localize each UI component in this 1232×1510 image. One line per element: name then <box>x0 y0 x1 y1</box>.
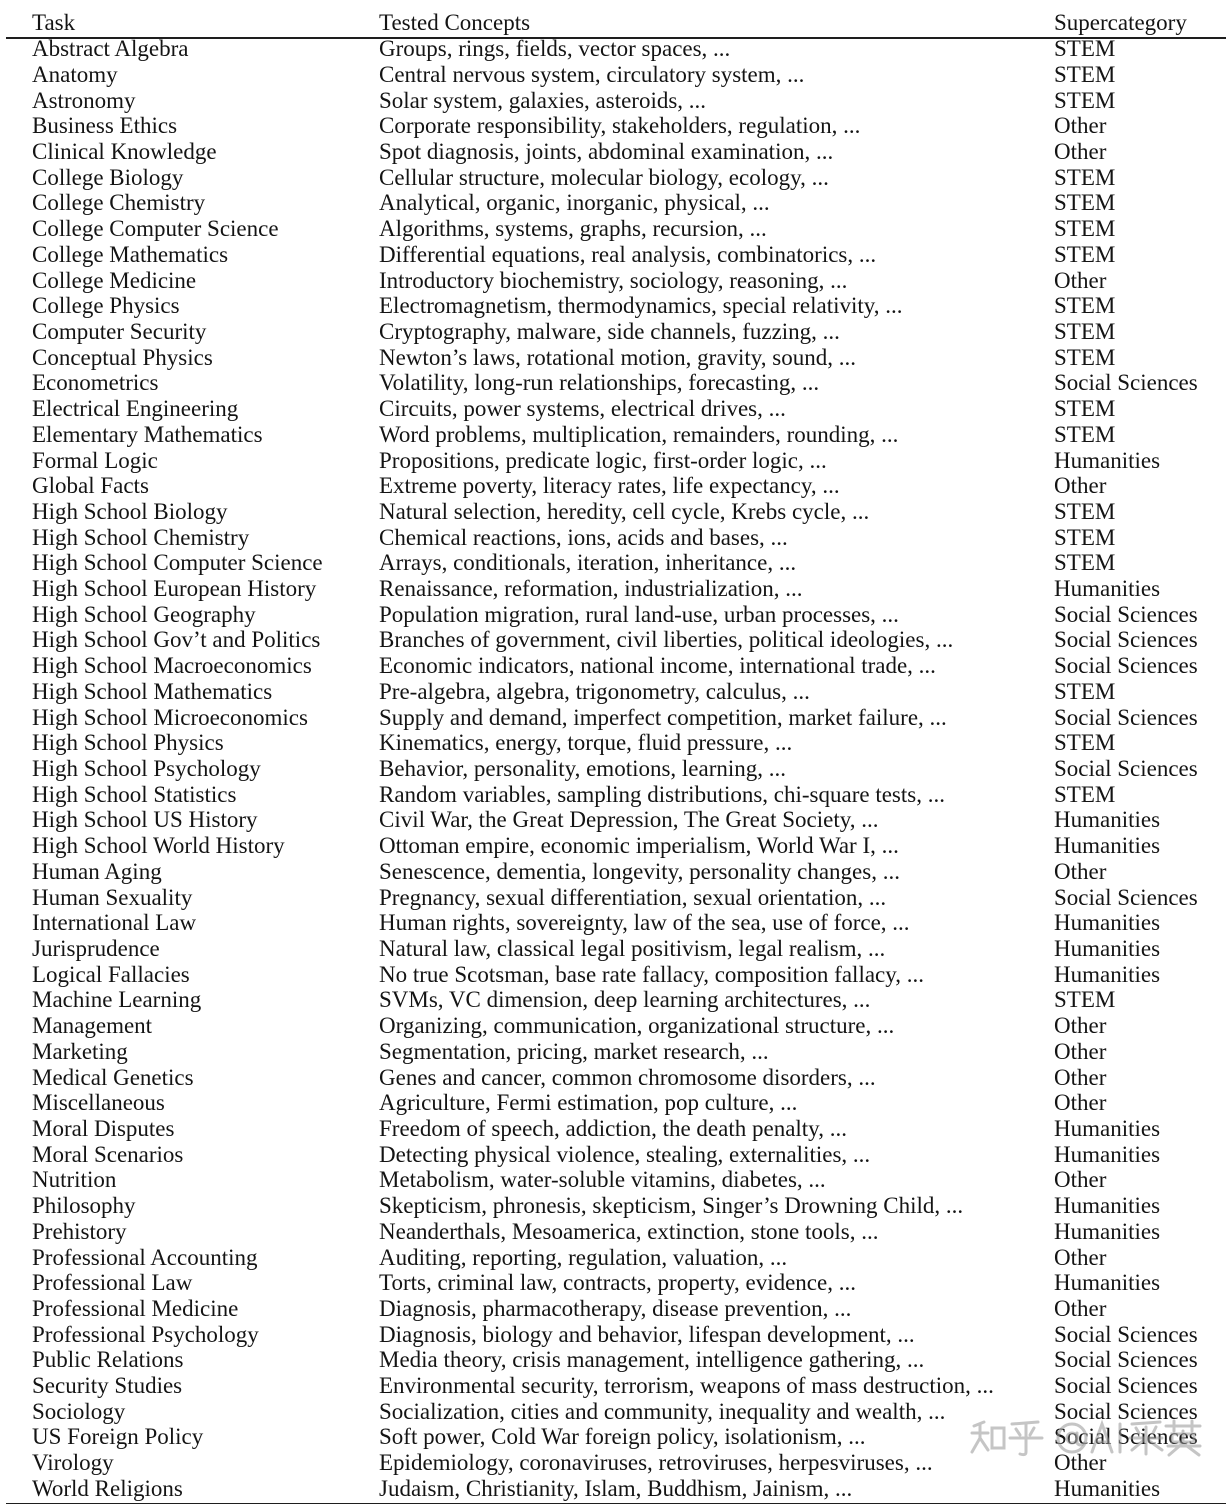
table-row <box>0 268 1232 294</box>
supercategory-cell: Other <box>1054 1038 1107 1064</box>
tested-concepts-cell: Extreme poverty, literacy rates, life expectancy, ... <box>379 473 840 499</box>
table-row <box>0 345 1232 371</box>
tested-concepts-cell: Segmentation, pricing, market research, ... <box>379 1038 769 1064</box>
tested-concepts-cell: Detecting physical violence, stealing, externalities, ... <box>379 1141 871 1167</box>
supercategory-cell: STEM <box>1054 730 1116 756</box>
task-cell: Global Facts <box>32 473 149 499</box>
supercategory-cell: Humanities <box>1054 1115 1161 1141</box>
supercategory-cell: Other <box>1054 1167 1107 1193</box>
supercategory-cell: STEM <box>1054 524 1116 550</box>
table-row <box>0 293 1232 319</box>
tested-concepts-cell: Population migration, rural land-use, urban processes, ... <box>379 601 899 627</box>
tested-concepts-cell: Human rights, sovereignty, law of the sea, use of force, ... <box>379 910 910 936</box>
supercategory-cell: STEM <box>1054 987 1116 1013</box>
table-row <box>0 833 1232 859</box>
table-row <box>0 525 1232 551</box>
task-cell: Miscellaneous <box>32 1090 165 1116</box>
tested-concepts-cell: Senescence, dementia, longevity, personality changes, ... <box>379 858 900 884</box>
supercategory-cell: Humanities <box>1054 1193 1161 1219</box>
supercategory-cell: STEM <box>1054 421 1116 447</box>
supercategory-cell: STEM <box>1054 61 1116 87</box>
task-cell: Elementary Mathematics <box>32 421 263 447</box>
supercategory-cell: Humanities <box>1054 910 1161 936</box>
task-cell: Public Relations <box>32 1347 184 1373</box>
table-row <box>0 1476 1232 1502</box>
table-row <box>0 1116 1232 1142</box>
table-row <box>0 370 1232 396</box>
supercategory-cell: Humanities <box>1054 576 1161 602</box>
tested-concepts-cell: Neanderthals, Mesoamerica, extinction, stone tools, ... <box>379 1218 879 1244</box>
task-cell: Prehistory <box>32 1218 127 1244</box>
supercategory-cell: Humanities <box>1054 936 1161 961</box>
supercategory-cell: STEM <box>1054 293 1116 319</box>
table-row <box>0 936 1232 962</box>
tested-concepts-cell: Newton’s laws, rotational motion, gravity, sound, ... <box>379 344 856 370</box>
tested-concepts-cell: Natural law, classical legal positivism, legal realism, ... <box>379 936 886 961</box>
table-row <box>0 859 1232 885</box>
task-cell: High School World History <box>32 833 285 859</box>
tested-concepts-cell: Civil War, the Great Depression, The Great Society, ... <box>379 807 879 833</box>
supercategory-cell: STEM <box>1054 396 1116 422</box>
tested-concepts-cell: Ottoman empire, economic imperialism, World War I, ... <box>379 833 899 859</box>
task-cell: Medical Genetics <box>32 1064 194 1090</box>
supercategory-cell: Humanities <box>1054 1475 1161 1501</box>
supercategory-cell: Other <box>1054 473 1107 499</box>
table-header-row <box>0 10 1232 36</box>
task-cell: High School Statistics <box>32 781 237 807</box>
task-cell: Conceptual Physics <box>32 344 213 370</box>
supercategory-cell: STEM <box>1054 87 1116 113</box>
tested-concepts-cell: Pre-algebra, algebra, trigonometry, calculus, ... <box>379 678 810 704</box>
table-row <box>0 499 1232 525</box>
tested-concepts-cell: Natural selection, heredity, cell cycle, Krebs cycle, ... <box>379 498 870 524</box>
supercategory-cell: STEM <box>1054 781 1116 807</box>
supercategory-cell: Other <box>1054 267 1107 293</box>
tested-concepts-cell: Algorithms, systems, graphs, recursion, ... <box>379 216 767 242</box>
supercategory-cell: Other <box>1054 1013 1107 1039</box>
tested-concepts-cell: Kinematics, energy, torque, fluid pressure, ... <box>379 730 793 756</box>
task-cell: High School European History <box>32 576 317 602</box>
supercategory-cell: Social Sciences <box>1054 884 1198 910</box>
supercategory-cell: Social Sciences <box>1054 1398 1198 1424</box>
tested-concepts-cell: Supply and demand, imperfect competition, market failure, ... <box>379 704 947 730</box>
table-row <box>0 88 1232 114</box>
table-row <box>0 1296 1232 1322</box>
task-cell: World Religions <box>32 1475 183 1501</box>
tested-concepts-cell: Agriculture, Fermi estimation, pop culture, ... <box>379 1090 798 1116</box>
supercategory-cell: Humanities <box>1054 807 1161 833</box>
supercategory-cell: Other <box>1054 1090 1107 1116</box>
table-row <box>0 1424 1232 1450</box>
tested-concepts-cell: Auditing, reporting, regulation, valuation, ... <box>379 1244 788 1270</box>
tested-concepts-cell: Solar system, galaxies, asteroids, ... <box>379 87 707 113</box>
task-cell: Clinical Knowledge <box>32 138 217 164</box>
task-cell: Nutrition <box>32 1167 117 1193</box>
task-cell: Human Aging <box>32 858 162 884</box>
tested-concepts-cell: Cryptography, malware, side channels, fuzzing, ... <box>379 318 840 344</box>
supercategory-cell: Social Sciences <box>1054 601 1198 627</box>
task-cell: High School Biology <box>32 498 228 524</box>
supercategory-cell: Other <box>1054 113 1107 139</box>
bottom-rule <box>6 1503 1226 1504</box>
supercategory-cell: Other <box>1054 1244 1107 1270</box>
table-row <box>0 319 1232 345</box>
table-row <box>0 910 1232 936</box>
task-cell: Management <box>32 1013 153 1039</box>
tested-concepts-cell: Organizing, communication, organizational structure, ... <box>379 1013 895 1039</box>
supercategory-cell: STEM <box>1054 190 1116 216</box>
tested-concepts-cell: Socialization, cities and community, inequality and wealth, ... <box>379 1398 946 1424</box>
task-cell: High School Physics <box>32 730 224 756</box>
tested-concepts-cell: Diagnosis, pharmacotherapy, disease prevention, ... <box>379 1295 852 1321</box>
task-cell: Formal Logic <box>32 447 158 473</box>
supercategory-cell: STEM <box>1054 216 1116 242</box>
supercategory-cell: Other <box>1054 1064 1107 1090</box>
tested-concepts-cell: Electromagnetism, thermodynamics, special relativity, ... <box>379 293 903 319</box>
supercategory-cell: Humanities <box>1054 1141 1161 1167</box>
table-row <box>0 1065 1232 1091</box>
task-cell: High School Chemistry <box>32 524 250 550</box>
table-row <box>0 422 1232 448</box>
supercategory-cell: STEM <box>1054 498 1116 524</box>
table-row <box>0 679 1232 705</box>
task-cell: Astronomy <box>32 87 136 113</box>
tested-concepts-cell: No true Scotsman, base rate fallacy, composition fallacy, ... <box>379 961 925 987</box>
task-cell: Professional Accounting <box>32 1244 258 1270</box>
tested-concepts-cell: Media theory, crisis management, intelligence gathering, ... <box>379 1347 925 1373</box>
tested-concepts-cell: Cellular structure, molecular biology, ecology, ... <box>379 164 829 190</box>
table-row <box>0 62 1232 88</box>
task-cell: Sociology <box>32 1398 126 1424</box>
tested-concepts-cell: Spot diagnosis, joints, abdominal examination, ... <box>379 138 834 164</box>
task-cell: International Law <box>32 910 197 936</box>
table-row <box>0 705 1232 731</box>
tested-concepts-cell: Diagnosis, biology and behavior, lifespan development, ... <box>379 1321 915 1347</box>
supercategory-cell: Humanities <box>1054 1218 1161 1244</box>
task-cell: Econometrics <box>32 370 159 396</box>
tested-concepts-cell: Chemical reactions, ions, acids and bases, ... <box>379 524 788 550</box>
tested-concepts-cell: Differential equations, real analysis, combinatorics, ... <box>379 241 877 267</box>
task-cell: Philosophy <box>32 1193 136 1219</box>
tested-concepts-cell: Economic indicators, national income, international trade, ... <box>379 653 936 679</box>
table-row <box>0 165 1232 191</box>
tested-concepts-cell: Behavior, personality, emotions, learning, ... <box>379 756 787 782</box>
task-cell: College Biology <box>32 164 184 190</box>
tested-concepts-cell: Arrays, conditionals, iteration, inheritance, ... <box>379 550 797 576</box>
task-cell: Professional Law <box>32 1270 193 1296</box>
tested-concepts-cell: Judaism, Christianity, Islam, Buddhism, Jainism, ... <box>379 1475 853 1501</box>
table-row <box>0 1193 1232 1219</box>
table-row <box>0 602 1232 628</box>
supercategory-cell: Humanities <box>1054 833 1161 859</box>
task-cell: Anatomy <box>32 61 118 87</box>
task-cell: Machine Learning <box>32 987 202 1013</box>
table-row <box>0 473 1232 499</box>
supercategory-cell: STEM <box>1054 318 1116 344</box>
supercategory-cell: Social Sciences <box>1054 1321 1198 1347</box>
task-cell: Professional Medicine <box>32 1295 239 1321</box>
table-row <box>0 1219 1232 1245</box>
table-row <box>0 1322 1232 1348</box>
task-cell: High School Macroeconomics <box>32 653 312 679</box>
table-row <box>0 242 1232 268</box>
task-cell: Logical Fallacies <box>32 961 190 987</box>
supercategory-cell: STEM <box>1054 344 1116 370</box>
task-cell: Moral Scenarios <box>32 1141 184 1167</box>
task-cell: Professional Psychology <box>32 1321 259 1347</box>
supercategory-cell: Humanities <box>1054 1270 1161 1296</box>
supercategory-cell: Humanities <box>1054 961 1161 987</box>
task-cell: High School US History <box>32 807 258 833</box>
table-row <box>0 782 1232 808</box>
task-cell: Security Studies <box>32 1373 183 1399</box>
supercategory-cell: Social Sciences <box>1054 1424 1198 1450</box>
supercategory-cell: Other <box>1054 138 1107 164</box>
table-row <box>0 216 1232 242</box>
table-row <box>0 730 1232 756</box>
table-row <box>0 36 1232 62</box>
task-cell: High School Geography <box>32 601 256 627</box>
tested-concepts-cell: Circuits, power systems, electrical drives, ... <box>379 396 786 422</box>
header-task: Task <box>32 9 76 35</box>
supercategory-cell: STEM <box>1054 550 1116 576</box>
supercategory-cell: STEM <box>1054 678 1116 704</box>
supercategory-cell: Other <box>1054 1295 1107 1321</box>
tested-concepts-cell: Metabolism, water-soluble vitamins, diabetes, ... <box>379 1167 826 1193</box>
task-cell: Virology <box>32 1450 114 1476</box>
task-cell: Business Ethics <box>32 113 178 139</box>
supercategory-cell: STEM <box>1054 36 1116 62</box>
task-cell: College Chemistry <box>32 190 206 216</box>
table-row <box>0 1270 1232 1296</box>
table-row <box>0 448 1232 474</box>
supercategory-cell: Humanities <box>1054 447 1161 473</box>
table-row <box>0 1167 1232 1193</box>
supercategory-cell: Social Sciences <box>1054 704 1198 730</box>
task-cell: High School Mathematics <box>32 678 273 704</box>
tested-concepts-cell: SVMs, VC dimension, deep learning architectures, ... <box>379 987 871 1013</box>
supercategory-cell: STEM <box>1054 164 1116 190</box>
tested-concepts-cell: Freedom of speech, addiction, the death penalty, ... <box>379 1115 847 1141</box>
tested-concepts-cell: Groups, rings, fields, vector spaces, ... <box>379 36 731 62</box>
tested-concepts-cell: Torts, criminal law, contracts, property, evidence, ... <box>379 1270 856 1296</box>
tested-concepts-cell: Random variables, sampling distributions, chi-square tests, ... <box>379 781 945 807</box>
table-row <box>0 627 1232 653</box>
tested-concepts-cell: Environmental security, terrorism, weapons of mass destruction, ... <box>379 1373 994 1399</box>
supercategory-cell: Social Sciences <box>1054 1373 1198 1399</box>
supercategory-cell: Social Sciences <box>1054 653 1198 679</box>
task-cell: Moral Disputes <box>32 1115 175 1141</box>
table-row <box>0 576 1232 602</box>
tested-concepts-cell: Introductory biochemistry, sociology, reasoning, ... <box>379 267 848 293</box>
tested-concepts-cell: Analytical, organic, inorganic, physical, ... <box>379 190 770 216</box>
task-cell: Human Sexuality <box>32 884 193 910</box>
tested-concepts-cell: Central nervous system, circulatory system, ... <box>379 61 805 87</box>
header-supercategory: Supercategory <box>1054 9 1187 35</box>
task-cell: High School Psychology <box>32 756 261 782</box>
table-row <box>0 1013 1232 1039</box>
task-cell: High School Gov’t and Politics <box>32 627 321 653</box>
supercategory-cell: STEM <box>1054 241 1116 267</box>
table-row <box>0 756 1232 782</box>
table-row <box>0 113 1232 139</box>
table-row <box>0 1450 1232 1476</box>
table-row <box>0 1142 1232 1168</box>
table-row <box>0 962 1232 988</box>
task-cell: College Medicine <box>32 267 197 293</box>
tested-concepts-cell: Volatility, long-run relationships, forecasting, ... <box>379 370 820 396</box>
task-cell: Electrical Engineering <box>32 396 239 422</box>
table-row <box>0 653 1232 679</box>
task-cell: College Computer Science <box>32 216 279 242</box>
table-row <box>0 1039 1232 1065</box>
tested-concepts-cell: Renaissance, reformation, industrialization, ... <box>379 576 803 602</box>
table-row <box>0 139 1232 165</box>
task-cell: Jurisprudence <box>32 936 160 961</box>
task-cell: US Foreign Policy <box>32 1424 204 1450</box>
tested-concepts-cell: Corporate responsibility, stakeholders, regulation, ... <box>379 113 861 139</box>
supercategory-cell: Social Sciences <box>1054 370 1198 396</box>
task-cell: College Physics <box>32 293 180 319</box>
task-cell: High School Computer Science <box>32 550 323 576</box>
supercategory-cell: Other <box>1054 858 1107 884</box>
task-cell: High School Microeconomics <box>32 704 308 730</box>
table-row <box>0 550 1232 576</box>
table-row <box>0 885 1232 911</box>
task-cell: Marketing <box>32 1038 128 1064</box>
tested-concepts-cell: Genes and cancer, common chromosome disorders, ... <box>379 1064 876 1090</box>
tested-concepts-cell: Pregnancy, sexual differentiation, sexual orientation, ... <box>379 884 887 910</box>
table-row <box>0 190 1232 216</box>
task-cell: Abstract Algebra <box>32 36 189 62</box>
table-row <box>0 396 1232 422</box>
table-row <box>0 1373 1232 1399</box>
tested-concepts-cell: Propositions, predicate logic, first-order logic, ... <box>379 447 827 473</box>
supercategory-cell: Other <box>1054 1450 1107 1476</box>
supercategory-cell: Social Sciences <box>1054 1347 1198 1373</box>
task-cell: Computer Security <box>32 318 207 344</box>
header-tested-concepts: Tested Concepts <box>379 9 531 35</box>
table-row <box>0 1347 1232 1373</box>
table-row <box>0 1245 1232 1271</box>
tested-concepts-cell: Branches of government, civil liberties, political ideologies, ... <box>379 627 954 653</box>
tested-concepts-cell: Word problems, multiplication, remainders, rounding, ... <box>379 421 899 447</box>
table-row <box>0 807 1232 833</box>
supercategory-cell: Social Sciences <box>1054 756 1198 782</box>
tested-concepts-cell: Soft power, Cold War foreign policy, isolationism, ... <box>379 1424 866 1450</box>
tested-concepts-cell: Skepticism, phronesis, skepticism, Singer’s Drowning Child, ... <box>379 1193 964 1219</box>
table-row <box>0 1399 1232 1425</box>
supercategory-cell: Social Sciences <box>1054 627 1198 653</box>
table-row <box>0 987 1232 1013</box>
tested-concepts-cell: Epidemiology, coronaviruses, retroviruses, herpesviruses, ... <box>379 1450 933 1476</box>
task-cell: College Mathematics <box>32 241 229 267</box>
table-row <box>0 1090 1232 1116</box>
